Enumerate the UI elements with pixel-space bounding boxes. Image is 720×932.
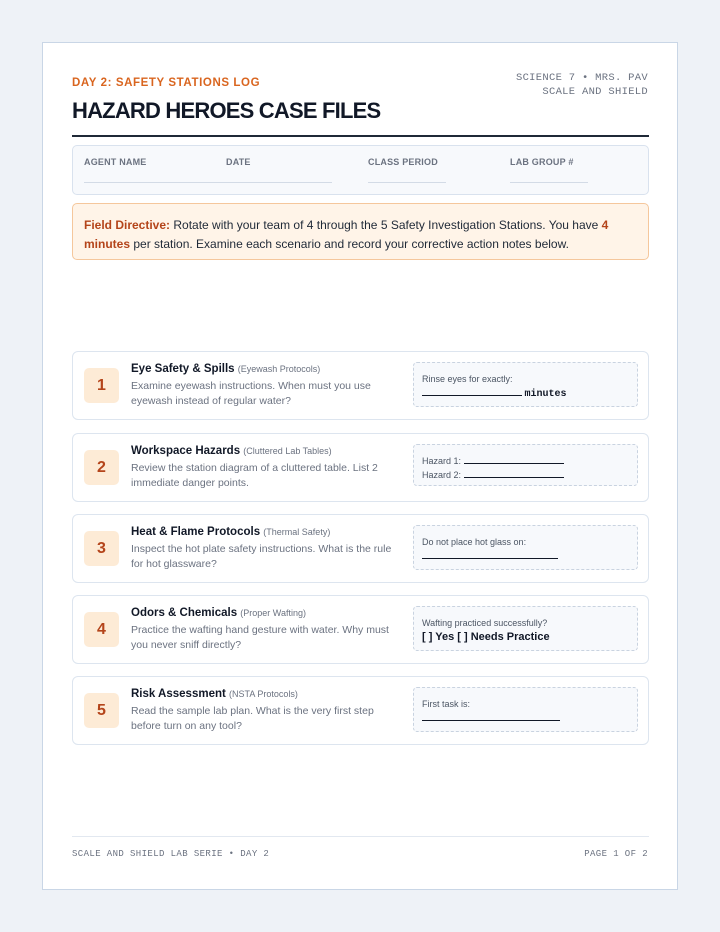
answer-box[interactable] xyxy=(413,444,638,486)
station-number-badge: 4 xyxy=(84,612,119,647)
answer-box[interactable] xyxy=(413,687,638,732)
student-info-panel xyxy=(72,145,649,195)
station-card xyxy=(72,351,649,420)
answer-prompt: Wafting practiced successfully? xyxy=(422,618,548,628)
footer-divider xyxy=(72,836,649,837)
station-title-text: Odors & Chemicals xyxy=(131,607,238,619)
station-title-text: Heat & Flame Protocols xyxy=(131,526,261,538)
agent-name-field[interactable] xyxy=(84,157,147,167)
agent-name-line[interactable] xyxy=(84,182,332,183)
answer-blank[interactable] xyxy=(422,558,558,559)
answer-prompt: Do not place hot glass on: xyxy=(422,537,527,547)
course-line: SCIENCE 7 • MRS. PAV xyxy=(515,72,648,84)
class-period-field[interactable] xyxy=(368,157,438,167)
hazard-1-blank[interactable] xyxy=(464,463,564,464)
day-label: DAY 2: SAFETY STATIONS LOG xyxy=(72,77,261,89)
station-description: Read the sample lab plan. What is the very first step before turn on any tool? xyxy=(131,705,374,732)
hazard-2-label: Hazard 2: xyxy=(422,470,462,480)
station-number-badge: 3 xyxy=(84,531,119,566)
station-description: Practice the wafting hand gesture with water. Why must you never sniff directly? xyxy=(131,624,389,651)
date-field[interactable] xyxy=(226,157,251,167)
lab-group-field[interactable] xyxy=(510,157,574,167)
time-limit: 4 minutes xyxy=(84,218,609,251)
page-title: HAZARD HEROES CASE FILES xyxy=(72,98,381,123)
page-number: PAGE 1 OF 2 xyxy=(584,849,648,859)
station-subtitle: (Eyewash Protocols) xyxy=(237,364,321,374)
station-number-badge: 1 xyxy=(84,368,119,403)
station-number-badge: 5 xyxy=(84,693,119,728)
series-line: SCALE AND SHIELD xyxy=(542,86,648,98)
directive-text: Rotate with your team of 4 through the 5 Safety Investigation Stations. You have xyxy=(170,218,602,232)
station-card xyxy=(72,676,649,745)
answer-blank[interactable] xyxy=(422,395,522,396)
answer-box[interactable] xyxy=(413,525,638,570)
station-title-text: Risk Assessment xyxy=(131,688,226,700)
directive-text-end: per station. Examine each scenario and record your corrective action notes below. xyxy=(130,237,569,251)
station-number-badge: 2 xyxy=(84,450,119,485)
station-subtitle: (NSTA Protocols) xyxy=(229,689,298,699)
agent-name-label: AGENT NAME xyxy=(84,157,147,167)
hazard-1-label: Hazard 1: xyxy=(422,456,462,466)
station-subtitle: (Cluttered Lab Tables) xyxy=(243,446,332,456)
station-title xyxy=(131,607,306,619)
station-title-text: Workspace Hazards xyxy=(131,445,241,457)
answer-box[interactable] xyxy=(413,362,638,407)
answer-prompt: Rinse eyes for exactly: xyxy=(422,374,513,384)
station-title-text: Eye Safety & Spills xyxy=(131,363,235,375)
class-period-label: CLASS PERIOD xyxy=(368,157,438,167)
footer-series: SCALE AND SHIELD LAB SERIE • DAY 2 xyxy=(72,849,270,859)
header-divider xyxy=(72,135,649,137)
answer-blank[interactable] xyxy=(422,720,560,721)
date-label: DATE xyxy=(226,157,251,167)
station-title xyxy=(131,688,298,700)
station-card xyxy=(72,433,649,502)
hazard-2-blank[interactable] xyxy=(464,477,564,478)
station-card xyxy=(72,595,649,664)
answer-box[interactable] xyxy=(413,606,638,651)
course-meta xyxy=(516,71,648,99)
station-description: Review the station diagram of a cluttered table. List 2 immediate danger points. xyxy=(131,462,378,489)
station-description: Examine eyewash instructions. When must you use eyewash instead of regular water? xyxy=(131,380,371,407)
station-description: Inspect the hot plate safety instructions. What is the rule for hot glassware? xyxy=(131,543,392,570)
lab-group-line[interactable] xyxy=(510,182,588,183)
station-subtitle: (Proper Wafting) xyxy=(240,608,306,618)
station-title xyxy=(131,526,330,538)
wafting-checkboxes[interactable]: [ ] Yes [ ] Needs Practice xyxy=(422,631,550,643)
class-period-line[interactable] xyxy=(368,182,446,183)
worksheet-page xyxy=(42,42,678,890)
station-subtitle: (Thermal Safety) xyxy=(263,527,331,537)
station-title xyxy=(131,445,332,457)
lab-group-label: LAB GROUP # xyxy=(510,157,574,167)
station-card xyxy=(72,514,649,583)
answer-prompt: First task is: xyxy=(422,699,471,709)
answer-unit: minutes xyxy=(524,389,567,400)
directive-label: Field Directive: xyxy=(84,218,171,232)
station-title xyxy=(131,363,320,375)
field-directive-callout xyxy=(72,203,649,260)
